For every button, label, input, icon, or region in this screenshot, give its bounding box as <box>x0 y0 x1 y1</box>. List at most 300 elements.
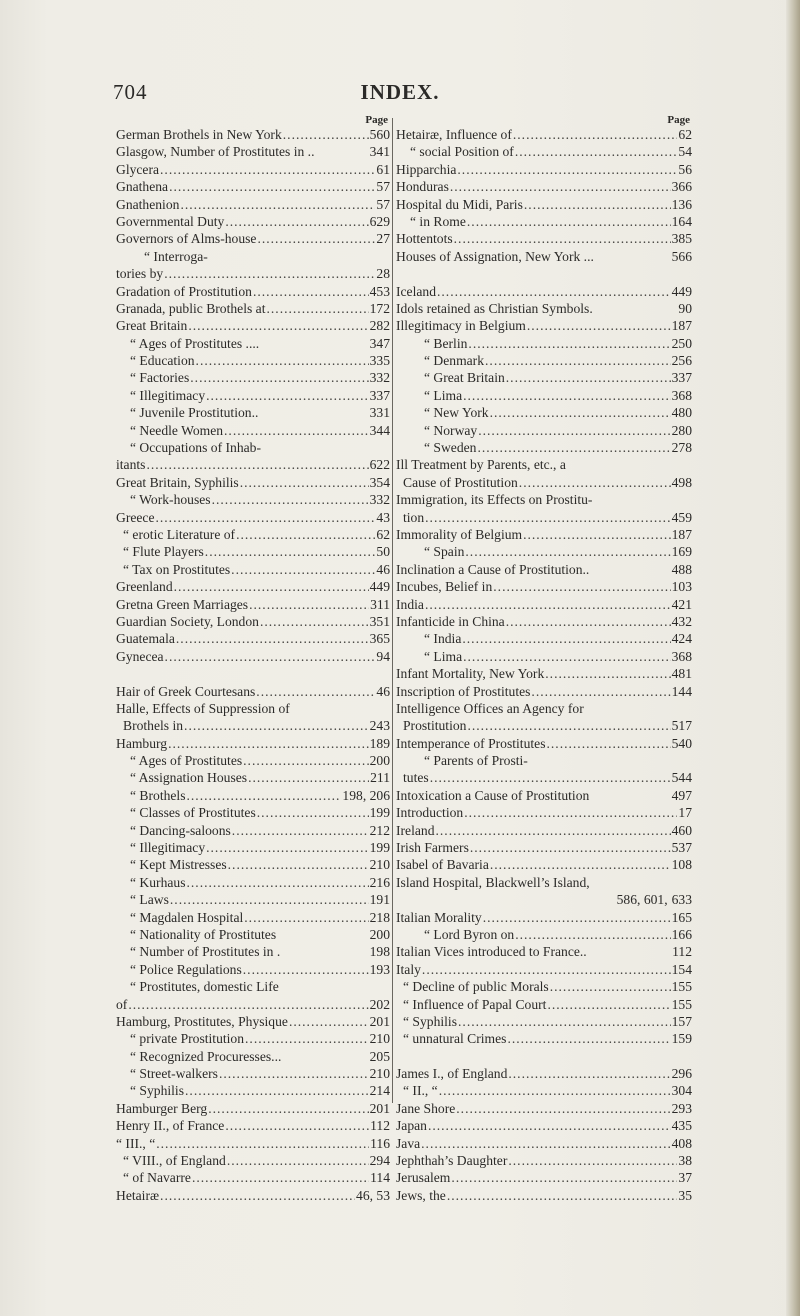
entry-term: Greenland <box>116 579 173 595</box>
entry-page-number: 351 <box>369 613 390 629</box>
entry-term: Illegitimacy in Belgium <box>396 318 526 334</box>
entry-page-number: 199 <box>369 805 390 821</box>
entry-page-number: 293 <box>671 1100 692 1116</box>
entry-page-number: 205 <box>369 1048 390 1064</box>
leader-dots <box>524 196 671 213</box>
leader-dots <box>212 491 369 508</box>
entry-page-number: 453 <box>369 283 390 299</box>
leader-dots <box>450 178 671 195</box>
entry-page-number: 633 <box>671 892 692 908</box>
entry-term: Great Britain, Syphilis <box>116 474 239 490</box>
leader-dots <box>483 909 671 926</box>
leader-dots <box>515 926 670 943</box>
entry-term: “ Ages of Prostitutes <box>130 753 243 769</box>
index-entry <box>396 561 692 578</box>
entry-term: Gynecea <box>116 648 164 664</box>
leader-dots <box>506 613 671 630</box>
entry-term: “ Lima <box>424 648 463 664</box>
entry-term: Jews, the <box>396 1187 446 1203</box>
entry-term: “ Factories <box>130 370 190 386</box>
entry-page-number: 199 <box>369 840 390 856</box>
entry-term: “ India <box>424 631 462 647</box>
index-entry <box>396 526 692 543</box>
entry-page-number: 169 <box>671 544 692 560</box>
leader-dots <box>490 404 671 421</box>
index-entry <box>396 735 692 752</box>
index-entry <box>116 1082 390 1099</box>
leader-dots <box>454 230 671 247</box>
entry-page-number: 155 <box>671 996 692 1012</box>
entry-page-number: 335 <box>369 353 390 369</box>
entry-page-number: 165 <box>671 909 692 925</box>
leader-dots <box>245 1030 369 1047</box>
entry-page-number: 200 <box>369 926 390 942</box>
index-entry <box>116 700 390 717</box>
entry-page-number: 354 <box>369 474 390 490</box>
entry-page-number: 435 <box>671 1118 692 1134</box>
index-entry <box>116 822 390 839</box>
index-entry <box>396 369 692 386</box>
entry-term: “ Prostitutes, domestic Life <box>130 979 279 995</box>
index-entry <box>116 1048 390 1065</box>
entry-term: Houses of Assignation, New York ... <box>396 248 594 264</box>
entry-term: “ Syphilis <box>403 1013 458 1029</box>
index-entry <box>396 178 692 195</box>
entry-term: India <box>396 596 424 612</box>
entry-term: Italy <box>396 961 421 977</box>
entry-page-number: 296 <box>671 1066 692 1082</box>
index-entry <box>116 769 390 786</box>
entry-term: Gnathena <box>116 179 169 195</box>
leader-dots <box>507 1030 670 1047</box>
entry-page-number: 497 <box>671 787 692 803</box>
index-entry <box>396 822 692 839</box>
index-entry <box>396 1082 692 1099</box>
index-entry <box>396 491 692 508</box>
entry-term: Granada, public Brothels at <box>116 300 266 316</box>
entry-page-number: 62 <box>678 127 692 142</box>
index-entry <box>116 856 390 873</box>
entry-term: Halle, Effects of Suppression of <box>116 700 290 716</box>
entry-term: Brothels in <box>123 718 184 734</box>
leader-dots <box>513 126 678 143</box>
leader-dots <box>256 683 375 700</box>
leader-dots <box>493 578 670 595</box>
leader-dots <box>184 717 369 734</box>
entry-term: Governors of Alms-house <box>116 231 257 247</box>
index-entry <box>116 509 390 526</box>
entry-page-number: 365 <box>369 631 390 647</box>
entry-term: Guatemala <box>116 631 175 647</box>
leader-dots <box>219 1065 369 1082</box>
index-entry <box>116 283 390 300</box>
entry-term: “ Denmark <box>424 353 485 369</box>
index-entry <box>396 926 692 943</box>
index-entry <box>396 1187 692 1204</box>
leader-dots <box>260 613 369 630</box>
leader-dots <box>187 874 369 891</box>
index-entry <box>116 578 390 595</box>
leader-dots <box>527 317 671 334</box>
leader-dots <box>545 665 670 682</box>
entry-page-number: 331 <box>369 405 390 421</box>
index-entry <box>396 752 692 769</box>
entry-term: Ireland <box>396 822 435 838</box>
entry-page-number: 250 <box>671 335 692 351</box>
leader-dots <box>439 1082 671 1099</box>
entry-term: “ Lima <box>424 387 463 403</box>
index-entry <box>396 769 692 786</box>
entry-page-number: 337 <box>671 370 692 386</box>
entry-term: Infanticide in China <box>396 613 505 629</box>
leader-dots <box>192 1169 369 1186</box>
leader-dots <box>188 317 368 334</box>
index-entry <box>396 422 692 439</box>
entry-term: “ Influence of Papal Court <box>403 996 547 1012</box>
leader-dots <box>485 352 671 369</box>
entry-term: Gradation of Prostitution <box>116 283 252 299</box>
index-entry <box>396 230 692 247</box>
index-entry <box>396 1030 692 1047</box>
leader-dots <box>165 648 376 665</box>
leader-dots <box>436 822 671 839</box>
entry-term: Isabel of Bavaria <box>396 857 489 873</box>
leader-dots <box>244 909 368 926</box>
leader-dots <box>225 213 368 230</box>
index-entry <box>116 543 390 560</box>
entry-page-number: 112 <box>370 1118 390 1134</box>
index-entry <box>396 126 692 143</box>
column-divider <box>392 118 393 1103</box>
entry-page-number: 57 <box>376 196 390 212</box>
entry-term: Hair of Greek Courtesans <box>116 683 256 699</box>
leader-dots <box>176 630 369 647</box>
entry-term: “ Dancing-saloons <box>130 822 231 838</box>
index-entry <box>396 630 692 647</box>
entry-page-number: 432 <box>671 613 692 629</box>
entry-page-number: 211 <box>370 770 390 786</box>
entry-term: “ social Position of <box>410 144 514 160</box>
leader-dots <box>477 439 670 456</box>
index-entry <box>116 1187 390 1204</box>
entry-page-number: 54 <box>678 144 692 160</box>
entry-page-number: 187 <box>671 526 692 542</box>
leader-dots <box>519 474 671 491</box>
entry-term: Ill Treatment by Parents, etc., a <box>396 457 566 473</box>
entry-page-number: 347 <box>369 335 390 351</box>
entry-term: Inclination a Cause of Prostitution.. <box>396 561 590 577</box>
index-entry <box>116 526 390 543</box>
index-entry <box>116 926 390 943</box>
entry-term: “ erotic Literature of <box>123 526 236 542</box>
leader-dots <box>206 387 368 404</box>
index-entry <box>116 1152 390 1169</box>
index-entry <box>396 683 692 700</box>
entry-term: “ Spain <box>424 544 465 560</box>
index-entry <box>396 996 692 1013</box>
leader-dots <box>205 543 376 560</box>
leader-dots <box>547 735 671 752</box>
leader-dots <box>227 1152 369 1169</box>
entry-term: “ Norway <box>424 422 478 438</box>
index-entry <box>396 474 692 491</box>
index-entry <box>116 352 390 369</box>
entry-term: Intemperance of Prostitutes <box>396 735 546 751</box>
entry-page-number: 214 <box>369 1083 390 1099</box>
entry-term: “ Flute Players <box>123 544 204 560</box>
leader-dots <box>437 283 671 300</box>
entry-term: Iceland <box>396 283 436 299</box>
index-entry <box>396 891 692 908</box>
index-entry <box>396 1169 692 1186</box>
entry-term: “ Brothels <box>130 787 186 803</box>
entry-term: “ Berlin <box>424 335 468 351</box>
entry-term: Infant Mortality, New York <box>396 666 545 682</box>
entry-page-number: 187 <box>671 318 692 334</box>
leader-dots <box>249 596 369 613</box>
entry-term: tutes <box>403 770 429 786</box>
entry-term: Governmental Duty <box>116 213 225 229</box>
index-entry <box>396 439 692 456</box>
entry-page-number: 332 <box>369 492 390 508</box>
leader-dots <box>160 1187 355 1204</box>
leader-dots <box>523 526 671 543</box>
entry-term: “ Parents of Prosti- <box>424 753 528 769</box>
index-entry <box>116 387 390 404</box>
entry-term: tion <box>403 509 425 525</box>
index-entry <box>396 404 692 421</box>
index-entry <box>116 1013 390 1030</box>
entry-term: itants <box>116 457 146 473</box>
entry-page-number: 189 <box>369 735 390 751</box>
index-entry <box>116 909 390 926</box>
leader-dots <box>243 752 368 769</box>
index-entry <box>396 839 692 856</box>
index-entry <box>396 161 692 178</box>
index-entry <box>396 943 692 960</box>
leader-dots <box>458 1013 671 1030</box>
entry-term: Immorality of Belgium <box>396 526 523 542</box>
entry-term: “ Recognized Procuresses... <box>130 1048 282 1064</box>
index-entry <box>116 456 390 473</box>
index-entry <box>116 1065 390 1082</box>
column-page-label: Page <box>365 114 388 126</box>
entry-term: Japan <box>396 1118 427 1134</box>
entry-page-number: 498 <box>671 474 692 490</box>
index-entry <box>116 943 390 960</box>
entry-term: Java <box>396 1135 421 1151</box>
entry-term: “ in Rome <box>410 213 466 229</box>
entry-page-number: 424 <box>671 631 692 647</box>
leader-dots <box>232 822 369 839</box>
entry-term: Idols retained as Christian Symbols. <box>396 300 593 316</box>
index-entry <box>116 978 390 995</box>
entry-page-number: 17 <box>678 805 692 821</box>
entry-term: “ Work-houses <box>130 492 211 508</box>
entry-page-number: 202 <box>369 996 390 1012</box>
index-entry <box>116 404 390 421</box>
entry-page-number: 61 <box>376 161 390 177</box>
entry-term: Italian Morality <box>396 909 482 925</box>
index-entry <box>396 1013 692 1030</box>
index-entry <box>396 456 692 473</box>
index-entry <box>116 196 390 213</box>
leader-dots <box>225 1117 369 1134</box>
index-entry <box>396 213 692 230</box>
index-entry <box>116 369 390 386</box>
index-entry <box>396 283 692 300</box>
index-entry <box>396 248 692 265</box>
leader-dots <box>456 1100 670 1117</box>
left-entries-list <box>116 126 390 1204</box>
entry-term: Henry II., of France <box>116 1118 225 1134</box>
entry-term: Intelligence Offices an Agency for <box>396 700 584 716</box>
entry-page-number: 116 <box>370 1135 390 1151</box>
index-entry <box>396 978 692 995</box>
leader-dots <box>547 996 670 1013</box>
entry-page-number: 56 <box>678 161 692 177</box>
column-page-label: Page <box>667 114 690 126</box>
entry-page-number: 344 <box>369 422 390 438</box>
leader-dots <box>467 213 671 230</box>
leader-dots <box>169 178 375 195</box>
index-entry <box>116 735 390 752</box>
entry-term: “ III., “ <box>116 1135 156 1151</box>
index-entry <box>116 804 390 821</box>
entry-page-number: 112 <box>672 944 692 960</box>
index-entry <box>396 874 692 891</box>
entry-term: tories by <box>116 266 164 282</box>
entry-term: “ Street-walkers <box>130 1066 218 1082</box>
leader-dots <box>155 509 375 526</box>
index-entry <box>396 143 692 160</box>
leader-dots <box>208 1100 368 1117</box>
entry-term: “ Nationality of Prostitutes <box>130 926 277 942</box>
entry-term: “ Kept Mistresses <box>130 857 227 873</box>
entry-term: “ unnatural Crimes <box>403 1031 507 1047</box>
leader-dots <box>164 265 375 282</box>
entry-term: Jerusalem <box>396 1170 451 1186</box>
index-entry <box>116 596 390 613</box>
entry-term: “ Decline of public Morals <box>403 979 549 995</box>
leader-dots <box>196 352 369 369</box>
entry-page-number: 421 <box>671 596 692 612</box>
page-number: 704 <box>113 80 148 104</box>
index-entry <box>396 613 692 630</box>
entry-page-number: 408 <box>671 1135 692 1151</box>
leader-dots <box>464 804 677 821</box>
leader-dots <box>231 561 375 578</box>
index-entry <box>396 787 692 804</box>
entry-page-number: 201 <box>369 1013 390 1029</box>
entry-page-number: 57 <box>376 179 390 195</box>
entry-term: “ private Prostitution <box>130 1031 245 1047</box>
leader-dots <box>468 335 670 352</box>
index-entry <box>396 648 692 665</box>
entry-page-number: 544 <box>671 770 692 786</box>
right-entries-list <box>396 126 692 1204</box>
entry-page-number: 368 <box>671 387 692 403</box>
entry-term: Honduras <box>396 179 449 195</box>
leader-dots <box>224 422 369 439</box>
entry-term: “ Classes of Prostitutes <box>130 805 256 821</box>
index-entry <box>396 856 692 873</box>
entry-term: “ Occupations of Inhab- <box>130 440 261 456</box>
index-entry <box>116 648 390 665</box>
entry-term: “ VIII., of England <box>123 1153 226 1169</box>
leader-dots <box>187 787 342 804</box>
entry-term: German Brothels in New York <box>116 127 282 142</box>
entry-term: Gretna Green Marriages <box>116 596 249 612</box>
leader-dots <box>447 1187 678 1204</box>
index-entry <box>396 300 692 317</box>
index-entry <box>116 561 390 578</box>
entry-page-number: 46 <box>376 561 390 577</box>
entry-page-number: 480 <box>671 405 692 421</box>
entry-page-number: 108 <box>671 857 692 873</box>
entry-term: Italian Vices introduced to France.. <box>396 944 587 960</box>
index-entry <box>116 1030 390 1047</box>
entry-page-number: 218 <box>369 909 390 925</box>
entry-page-number: 43 <box>376 509 390 525</box>
leader-dots <box>465 543 670 560</box>
entry-page-number: 198 <box>369 944 390 960</box>
leader-dots <box>156 1135 369 1152</box>
entry-term: “ Illegitimacy <box>130 840 206 856</box>
entry-page-number: 46 <box>376 683 390 699</box>
leader-dots <box>289 1013 369 1030</box>
leader-dots <box>422 961 671 978</box>
leader-dots <box>257 804 369 821</box>
entry-page-number: 90 <box>678 300 692 316</box>
entry-page-number: 27 <box>376 231 390 247</box>
leader-dots <box>190 369 368 386</box>
index-entry <box>116 265 390 282</box>
entry-term: “ Police Regulations <box>130 961 242 977</box>
entry-term: Glycera <box>116 161 160 177</box>
entry-page-number: 341 <box>369 144 390 160</box>
book-spine-shadow <box>786 0 800 1316</box>
entry-term: “ Needle Women <box>130 422 224 438</box>
entry-term: “ of Navarre <box>123 1170 191 1186</box>
index-entry <box>396 387 692 404</box>
entry-page-number: 37 <box>678 1170 692 1186</box>
entry-page-number: 166 <box>671 926 692 942</box>
index-entry <box>396 1152 692 1169</box>
index-entry <box>116 335 390 352</box>
entry-page-number: 368 <box>671 648 692 664</box>
leader-dots <box>470 839 671 856</box>
leader-dots <box>451 1169 677 1186</box>
entry-page-number: 629 <box>369 213 390 229</box>
index-entry <box>116 1135 390 1152</box>
index-entry <box>396 1117 692 1134</box>
entry-page-number: 332 <box>369 370 390 386</box>
entry-page-number: 193 <box>369 961 390 977</box>
entry-page-number: 449 <box>369 579 390 595</box>
leader-dots <box>168 735 369 752</box>
leader-dots <box>515 143 678 160</box>
entry-page-number: 62 <box>376 526 390 542</box>
entry-page-number: 114 <box>370 1170 390 1186</box>
index-entry <box>116 317 390 334</box>
leader-dots <box>206 839 368 856</box>
leader-dots <box>180 196 375 213</box>
entry-page-number: 210 <box>369 1066 390 1082</box>
entry-page-number: 164 <box>671 213 692 229</box>
index-entry <box>116 474 390 491</box>
entry-page-number: 460 <box>671 822 692 838</box>
